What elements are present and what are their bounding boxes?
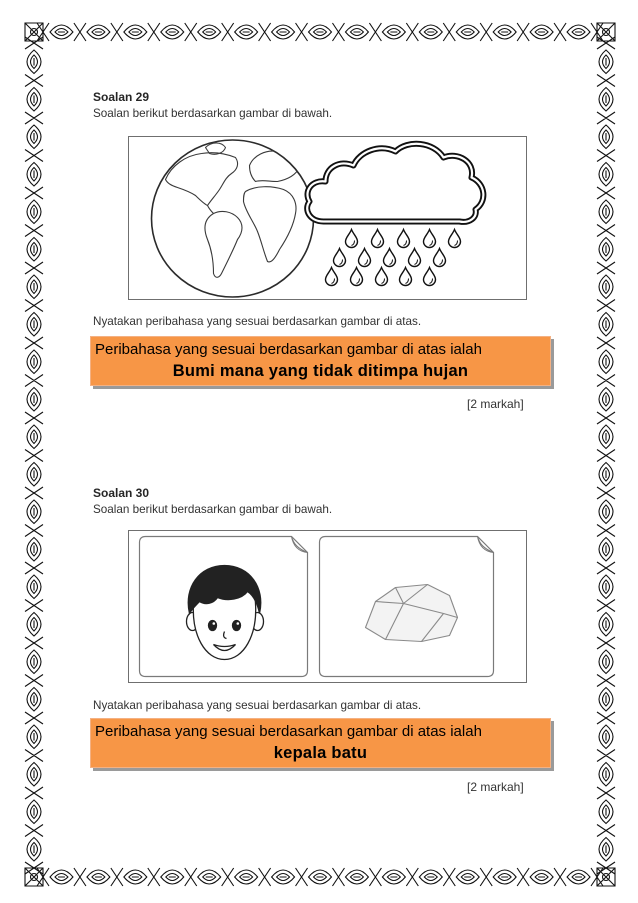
- raindrop-icon: [434, 249, 446, 267]
- answer-box: [90, 718, 551, 768]
- border-motif: [25, 525, 43, 562]
- question-prompt: Nyatakan peribahasa yang sesuai berdasarkan gambar di atas.: [93, 699, 422, 712]
- picture-box: [128, 530, 527, 683]
- border-motif: [597, 23, 615, 41]
- border-motif: [25, 637, 43, 674]
- border-motif: [597, 487, 615, 524]
- raindrop-icon: [372, 230, 384, 248]
- border-motif: [25, 750, 43, 787]
- border-motif: [480, 868, 516, 886]
- border-motif: [25, 150, 43, 187]
- border-motif: [25, 375, 43, 412]
- answer-intro: Peribahasa yang sesuai berdasarkan gambar di atas ialah: [95, 341, 482, 358]
- border-motif: [148, 868, 184, 886]
- border-motif: [597, 637, 615, 674]
- border-motif: [25, 600, 43, 637]
- raindrop-icon: [409, 249, 421, 267]
- border-motif: [480, 23, 516, 41]
- border-motif: [25, 712, 43, 749]
- question-instruction: Soalan berikut berdasarkan gambar di bawah.: [93, 503, 333, 516]
- picture-box: [128, 136, 527, 300]
- border-motif: [597, 37, 615, 74]
- border-motif: [25, 787, 43, 824]
- border-motif: [25, 675, 43, 712]
- border-motif: [597, 375, 615, 412]
- border-motif: [37, 868, 73, 886]
- answer-text: Bumi mana yang tidak ditimpa hujan: [172, 362, 469, 380]
- border-motif: [185, 868, 221, 886]
- picture-globe-rain: [129, 137, 525, 298]
- border-motif: [25, 300, 43, 337]
- border-motif: [597, 750, 615, 787]
- border-motif: [25, 262, 43, 299]
- rain-cloud-icon: [307, 144, 483, 286]
- border-motif: [25, 23, 43, 41]
- border-motif: [259, 23, 295, 41]
- border-motif: [597, 112, 615, 149]
- border-motif: [406, 23, 442, 41]
- border-motif: [597, 712, 615, 749]
- border-motif: [597, 225, 615, 262]
- border-motif: [111, 23, 147, 41]
- border-motif: [25, 112, 43, 149]
- raindrop-icon: [384, 249, 396, 267]
- border-motif: [597, 300, 615, 337]
- border-motif: [597, 75, 615, 112]
- border-motif: [597, 787, 615, 824]
- border-motif: [111, 868, 147, 886]
- border-motif: [597, 525, 615, 562]
- border-motif: [597, 412, 615, 449]
- raindrop-icon: [424, 230, 436, 248]
- border-motif: [406, 868, 442, 886]
- border-motif: [259, 868, 295, 886]
- marks-label: [2 markah]: [467, 397, 524, 411]
- raindrop-icon: [424, 268, 436, 286]
- raindrop-icon: [359, 249, 371, 267]
- border-motif: [597, 868, 615, 886]
- raindrop-icon: [398, 230, 410, 248]
- border-motif: [443, 868, 479, 886]
- right-eye: [233, 621, 241, 631]
- border-motif: [25, 187, 43, 224]
- border-motif: [25, 825, 43, 862]
- marks-label: [2 markah]: [467, 780, 524, 794]
- border-motif: [185, 23, 221, 41]
- border-motif: [554, 868, 590, 886]
- raindrop-icon: [400, 268, 412, 286]
- border-motif: [517, 23, 553, 41]
- border-motif: [25, 487, 43, 524]
- border-motif: [597, 337, 615, 374]
- border-motif: [517, 868, 553, 886]
- border-motif: [25, 412, 43, 449]
- border-motif: [296, 23, 332, 41]
- border-motif: [37, 23, 73, 41]
- answer-intro: Peribahasa yang sesuai berdasarkan gambar di atas ialah: [95, 723, 482, 740]
- raindrop-icon: [449, 230, 461, 248]
- border-motif: [332, 868, 368, 886]
- answer-box: [90, 336, 551, 386]
- picture-head-rock: [129, 531, 525, 681]
- border-motif: [296, 868, 332, 886]
- border-motif: [597, 450, 615, 487]
- border-motif: [25, 450, 43, 487]
- border-motif: [148, 23, 184, 41]
- border-motif: [597, 262, 615, 299]
- border-motif: [597, 675, 615, 712]
- question-instruction: Soalan berikut berdasarkan gambar di bawah.: [93, 107, 333, 120]
- border-motif: [554, 23, 590, 41]
- border-motif: [369, 868, 405, 886]
- raindrop-icon: [376, 268, 388, 286]
- border-motif: [597, 825, 615, 862]
- border-motif: [74, 868, 110, 886]
- border-motif: [74, 23, 110, 41]
- question-prompt: Nyatakan peribahasa yang sesuai berdasarkan gambar di atas.: [93, 315, 422, 328]
- border-motif: [597, 187, 615, 224]
- question-title: Soalan 29: [93, 90, 150, 104]
- border-motif: [25, 562, 43, 599]
- border-motif: [25, 225, 43, 262]
- border-motif: [25, 37, 43, 74]
- border-motif: [597, 150, 615, 187]
- border-motif: [597, 600, 615, 637]
- border-motif: [597, 562, 615, 599]
- raindrop-icon: [351, 268, 363, 286]
- answer-text: kepala batu: [273, 744, 368, 762]
- raindrop-icon: [334, 249, 346, 267]
- border-motif: [369, 23, 405, 41]
- border-motif: [332, 23, 368, 41]
- raindrop-icon: [346, 230, 358, 248]
- question-title: Soalan 30: [93, 486, 150, 500]
- border-motif: [443, 23, 479, 41]
- border-motif: [25, 337, 43, 374]
- left-eye: [209, 621, 217, 631]
- raindrop-icon: [326, 268, 338, 286]
- border-motif: [25, 75, 43, 112]
- raindrops: [326, 230, 461, 286]
- border-motif: [25, 868, 43, 886]
- border-motif: [222, 868, 258, 886]
- globe-icon: [152, 140, 314, 297]
- border-motif: [222, 23, 258, 41]
